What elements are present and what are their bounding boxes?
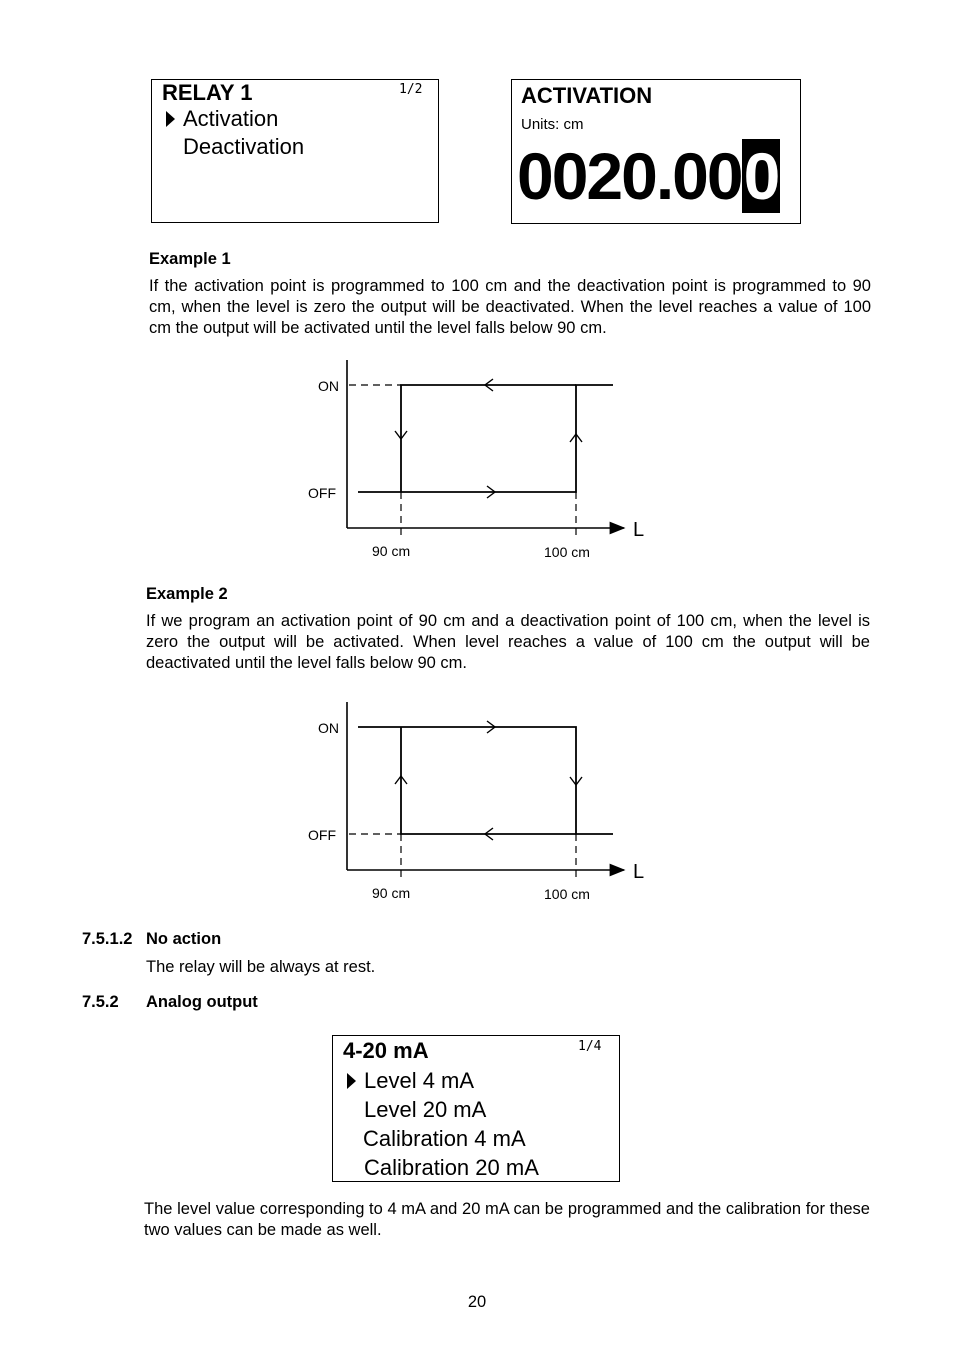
page-indicator: 1/4: [578, 1039, 602, 1054]
on-label: ON: [318, 378, 339, 394]
falling-path: [401, 727, 576, 834]
example2-paragraph: If we program an activation point of 90 cm and a deactivation point of 100 cm, when the level is zero the output will be activated. When level reaches a value of 100 cm the output will be deactivated until the level falls below 90 cm.: [146, 612, 870, 672]
menu-item-deactivation[interactable]: Deactivation: [183, 134, 305, 159]
rising-path: [358, 727, 613, 834]
tick-label-90: 90 cm: [372, 543, 411, 559]
on-label: ON: [318, 720, 339, 736]
axis-label: L: [633, 519, 645, 541]
example1-heading: Example 1: [149, 250, 231, 268]
no-action-paragraph: The relay will be always at rest.: [146, 958, 376, 976]
activation-value[interactable]: [517, 138, 780, 214]
off-label: OFF: [308, 485, 336, 501]
menu-item-calibration-4ma[interactable]: Calibration 4 mA: [363, 1126, 526, 1151]
falling-path: [401, 385, 576, 492]
analog-output-menu-screen: [332, 1035, 620, 1182]
screen-title: RELAY 1: [162, 80, 253, 105]
tick-label-100: 100 cm: [544, 544, 590, 560]
section-number-7512: 7.5.1.2: [82, 930, 133, 948]
example1-paragraph: If the activation point is programmed to 100 cm and the deactivation point is programmed to 90 cm, when the level is zero the output will be deactivated. When the level reaches a value of 100 cm the output will be activated until the level falls below 90 cm.: [149, 277, 871, 337]
tick-label-100: 100 cm: [544, 886, 590, 902]
example2-heading: Example 2: [146, 585, 228, 603]
tick-label-90: 90 cm: [372, 885, 411, 901]
hysteresis-diagram-1: [290, 355, 670, 570]
off-label: OFF: [308, 827, 336, 843]
rising-path: [358, 385, 613, 492]
value-cursor-digit[interactable]: 0: [743, 139, 779, 213]
units-label: Units: cm: [521, 116, 584, 133]
activation-screen: [511, 79, 801, 224]
section-number-752: 7.5.2: [82, 993, 119, 1011]
section-title-analog-output: Analog output: [146, 993, 258, 1011]
relay-menu-screen: [151, 79, 439, 223]
page-number: 20: [467, 1293, 487, 1311]
page-indicator: 1/2: [399, 82, 423, 97]
section-title-no-action: No action: [146, 930, 222, 948]
analog-output-paragraph: The level value corresponding to 4 mA and 20 mA can be programmed and the calibration for these two values can be made as well.: [144, 1200, 870, 1239]
screen-title: 4-20 mA: [343, 1038, 429, 1063]
hysteresis-diagram-2: [290, 697, 670, 912]
selection-cursor-icon: [166, 111, 175, 127]
value-digits: 0020.00: [517, 139, 742, 213]
menu-item-calibration-20ma[interactable]: Calibration 20 mA: [364, 1155, 539, 1180]
selection-cursor-icon: [347, 1073, 356, 1089]
menu-item-level-4ma[interactable]: Level 4 mA: [364, 1068, 475, 1093]
axis-label: L: [633, 861, 645, 883]
menu-item-level-20ma[interactable]: Level 20 mA: [364, 1097, 487, 1122]
screen-title: ACTIVATION: [521, 83, 653, 108]
menu-item-activation[interactable]: Activation: [183, 106, 279, 131]
